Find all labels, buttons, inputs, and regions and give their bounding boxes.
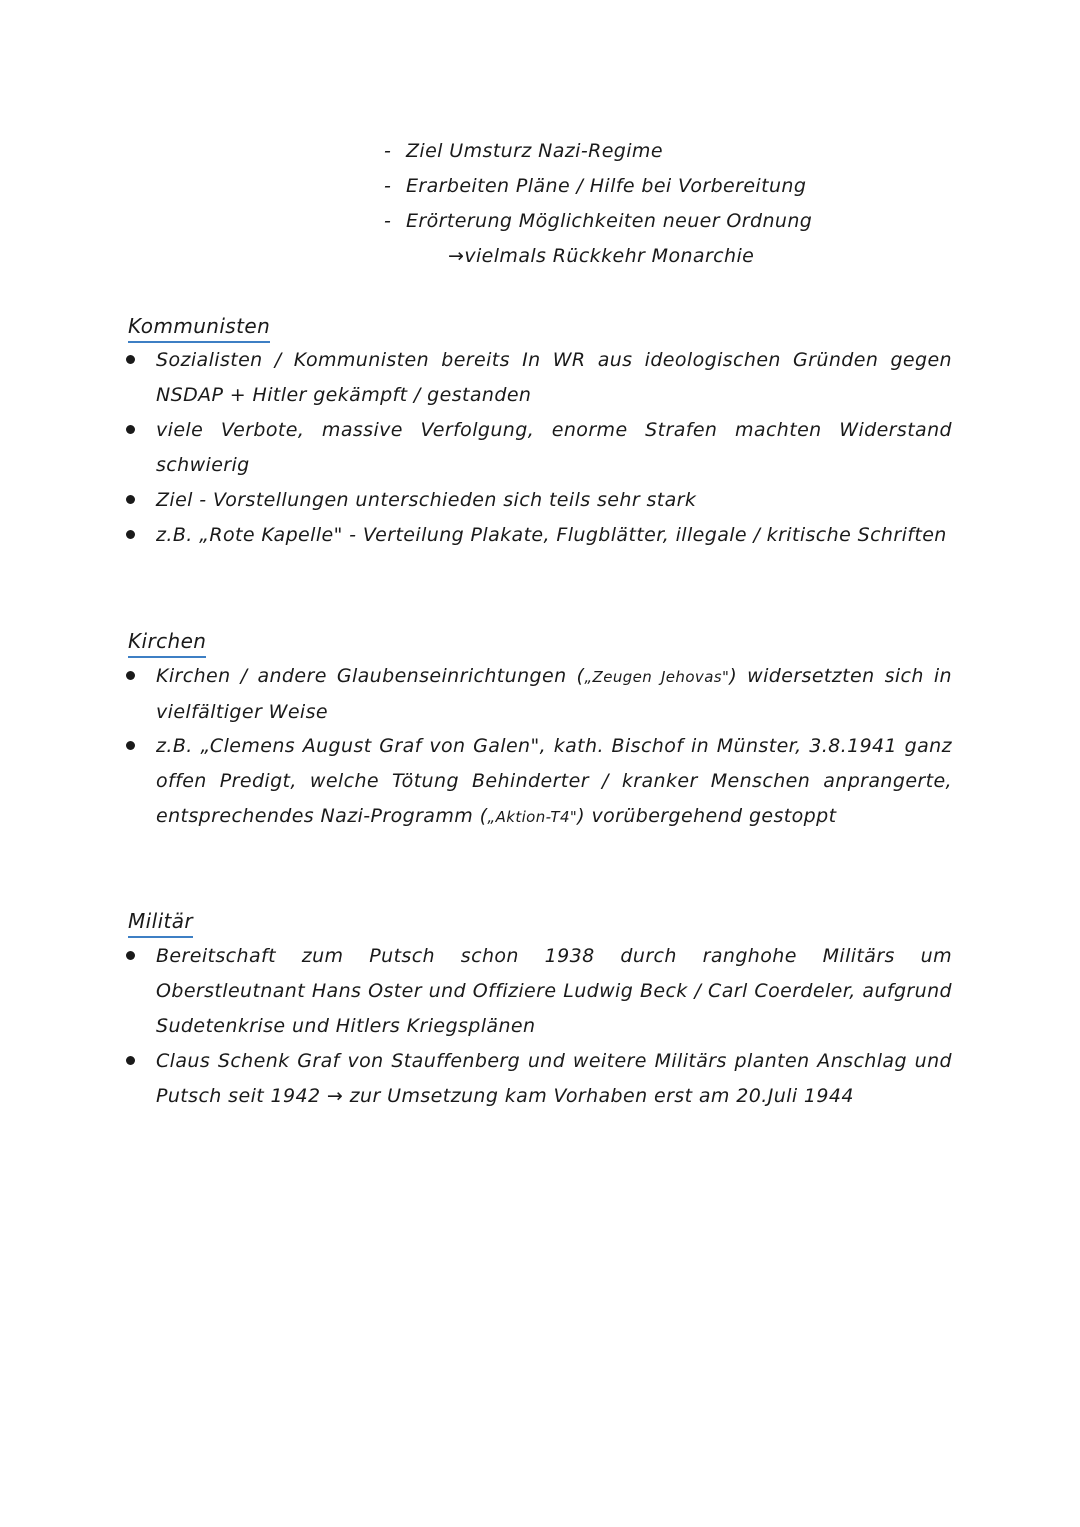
list-item: Kirchen / andere Glaubenseinrichtungen („Zeugen Jehovas") widersetzten sich in vielfältiger Weise — [126, 659, 952, 730]
bullet-icon — [126, 495, 135, 504]
list-item: - Ziel Umsturz Nazi-Regime — [384, 140, 663, 162]
list-item: z.B. „Clemens August Graf von Galen", kath. Bischof in Münster, 3.8.1941 ganz offen Predigt, welche Tötung Behinderter / kranker Menschen anprangerte, entsprechendes Nazi-Programm („Aktion-T4") vorübergehend gestoppt — [126, 729, 952, 835]
list-item: z.B. „Rote Kapelle" - Verteilung Plakate, Flugblätter, illegale / kritische Schriften — [126, 518, 952, 553]
section-heading-militaer: Militär — [128, 907, 193, 938]
section-heading-kommunisten: Kommunisten — [128, 312, 270, 343]
list-item: Sozialisten / Kommunisten bereits In WR aus ideologischen Gründen gegen NSDAP + Hitler gekämpft / gestanden — [126, 343, 952, 413]
list-item: - Erörterung Möglichkeiten neuer Ordnung — [384, 210, 813, 232]
bullet-icon — [126, 741, 135, 750]
list-item: Bereitschaft zum Putsch schon 1938 durch ranghohe Militärs um Oberstleutnant Hans Oster und Offiziere Ludwig Beck / Carl Coerdeler, aufgrund Sudetenkrise und Hitlers Kriegsplänen — [126, 939, 952, 1044]
list-item: - Erarbeiten Pläne / Hilfe bei Vorbereitung — [384, 175, 807, 197]
bullet-icon — [126, 1056, 135, 1065]
bullet-icon — [126, 671, 135, 680]
arrow-item: →vielmals Rückkehr Monarchie — [448, 245, 755, 267]
bullet-icon — [126, 425, 135, 434]
list-item: viele Verbote, massive Verfolgung, enorme Strafen machten Widerstand schwierig — [126, 413, 952, 483]
bullet-icon — [126, 355, 135, 364]
list-item: Claus Schenk Graf von Stauffenberg und weitere Militärs planten Anschlag und Putsch seit 1942 → zur Umsetzung kam Vorhaben erst am 20.Juli 1944 — [126, 1044, 952, 1114]
list-item: Ziel - Vorstellungen unterschieden sich teils sehr stark — [126, 483, 952, 518]
section-heading-kirchen: Kirchen — [128, 627, 206, 658]
bullet-icon — [126, 530, 135, 539]
bullet-icon — [126, 951, 135, 960]
